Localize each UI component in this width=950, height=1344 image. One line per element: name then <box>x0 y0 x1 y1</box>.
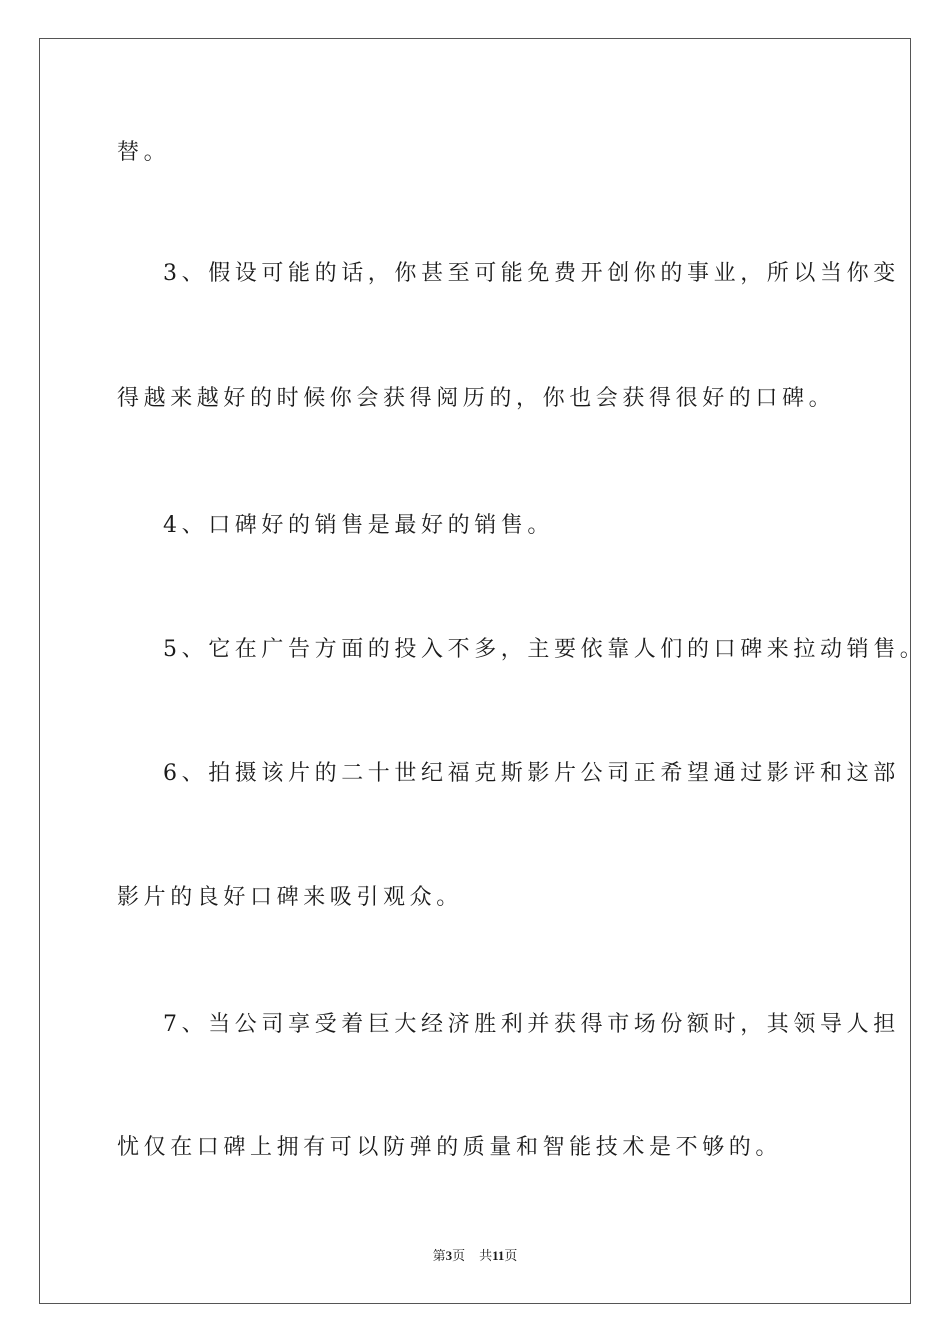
footer-total-suffix: 页 <box>504 1248 518 1263</box>
page-footer <box>0 1247 950 1265</box>
text-line-item-7: 7、当公司享受着巨大经济胜利并获得市场份额时，其领导人担 <box>163 1012 900 1037</box>
text-line-item-3: 3、假设可能的话，你甚至可能免费开创你的事业，所以当你变 <box>163 261 900 286</box>
page-border <box>39 38 911 1304</box>
text-line-continuation: 替。 <box>117 140 171 165</box>
text-line-item-6-cont: 影片的良好口碑来吸引观众。 <box>117 885 463 910</box>
footer-total-pages: 11 <box>492 1248 505 1263</box>
text-line-item-3-cont: 得越来越好的时候你会获得阅历的，你也会获得很好的口碑。 <box>117 386 836 411</box>
text-line-item-4: 4、口碑好的销售是最好的销售。 <box>163 513 554 538</box>
footer-total-prefix: 共 <box>479 1248 493 1263</box>
text-line-item-6: 6、拍摄该片的二十世纪福克斯影片公司正希望通过影评和这部 <box>163 761 900 786</box>
footer-page-number: 3 <box>445 1248 453 1263</box>
footer-page-suffix: 页 <box>452 1248 466 1263</box>
text-line-item-5: 5、它在广告方面的投入不多，主要依靠人们的口碑来拉动销售。 <box>163 637 927 662</box>
footer-page-prefix: 第 <box>432 1248 446 1263</box>
text-line-item-7-cont: 忧仅在口碑上拥有可以防弹的质量和智能技术是不够的。 <box>117 1135 783 1160</box>
